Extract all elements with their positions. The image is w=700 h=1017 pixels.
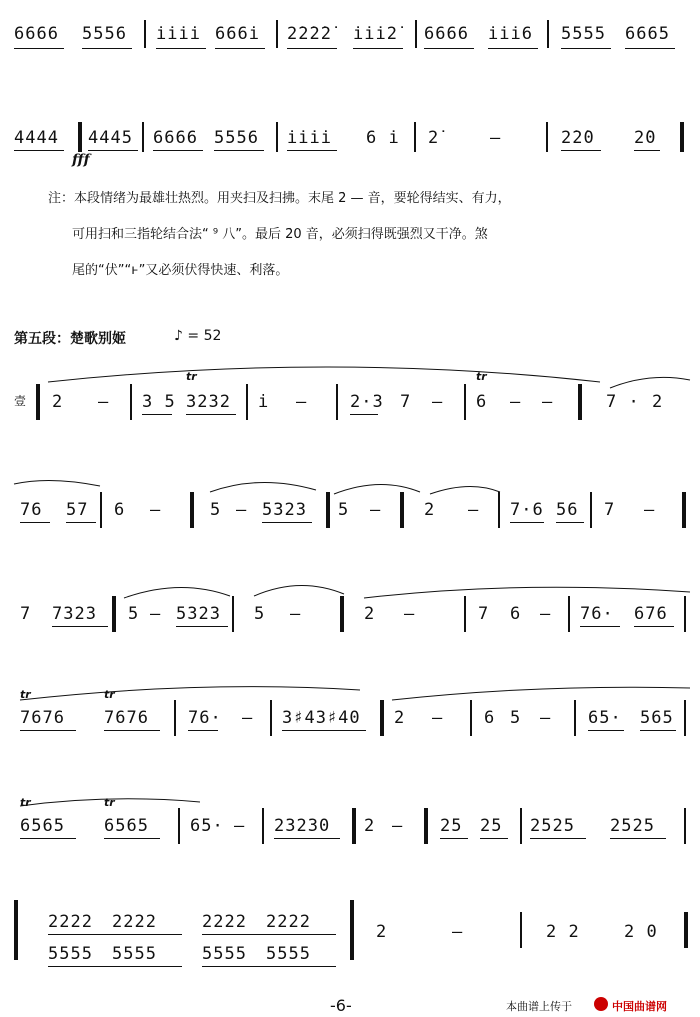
- staff-row4-note: 6: [484, 708, 496, 728]
- staff-row6-bottom-note: 5555: [48, 944, 93, 964]
- tie: [210, 482, 316, 492]
- tie: [610, 377, 690, 388]
- line1-group-1: 6666: [14, 24, 59, 44]
- staff-row3-note: 2: [364, 604, 376, 624]
- staff-row1-note: —: [432, 392, 444, 412]
- staff-row5-note: —: [234, 816, 246, 836]
- staff-row2-note: —: [468, 500, 480, 520]
- staff-row6-top-note: 2 0: [624, 922, 658, 942]
- phrase-slur: [20, 799, 200, 806]
- staff-row4-note: —: [540, 708, 552, 728]
- staff-row1-note: 7: [400, 392, 412, 412]
- staff-row3-note: 6: [510, 604, 522, 624]
- line1-group-9: 5555: [561, 24, 606, 44]
- phrase-slur: [392, 687, 690, 700]
- tie: [334, 484, 420, 494]
- staff-row1-note: i: [258, 392, 270, 412]
- staff-row1-note: —: [510, 392, 522, 412]
- staff-row2-note: —: [150, 500, 162, 520]
- staff-row6-bottom-note: 5555: [112, 944, 157, 964]
- staff-row5-note: 2: [364, 816, 376, 836]
- staff-row2-note: 7·6: [510, 500, 544, 520]
- line1-group-5: 2̇2̇2̇2̇: [287, 24, 332, 44]
- staff-row5-note: 6565: [20, 816, 65, 836]
- left-mark: 壹: [14, 394, 27, 408]
- staff-row6-bottom-note: 5555: [266, 944, 311, 964]
- staff-row4-note: 3♯43♯40: [282, 708, 361, 728]
- staff-row3-note: —: [290, 604, 302, 624]
- staff-row1-note: 2: [52, 392, 64, 412]
- staff-row5-note: 2525: [530, 816, 575, 836]
- staff-row6-top-note: 2222: [112, 912, 157, 932]
- staff-row3-note: —: [150, 604, 162, 624]
- staff-row2-note: 76: [20, 500, 43, 520]
- line1-group-3: i̇i̇i̇i̇: [156, 24, 201, 44]
- line1-group-10: 6665: [625, 24, 670, 44]
- staff-row2-note: 57: [66, 500, 89, 520]
- staff-row4-note: 7676: [20, 708, 65, 728]
- staff-row1-note: —: [296, 392, 308, 412]
- line1-group-6: i̇i̇i̇2̇: [353, 24, 398, 44]
- site-logo-icon: [594, 997, 608, 1011]
- staff-row2-note: —: [236, 500, 248, 520]
- trill-mark: tr: [186, 370, 197, 383]
- staff-row3-note: 676: [634, 604, 668, 624]
- tie: [364, 587, 690, 598]
- staff-row4-note: 5: [510, 708, 522, 728]
- staff-row5-note: 6565: [104, 816, 149, 836]
- phrase-slur: [48, 367, 600, 382]
- line2-group-10: 2̇0: [634, 128, 657, 148]
- staff-row3-note: 5: [128, 604, 140, 624]
- phrase-slur: [20, 687, 360, 700]
- line1-group-7: 6666: [424, 24, 469, 44]
- tie: [254, 585, 344, 596]
- staff-row2-note: —: [370, 500, 382, 520]
- staff-row1-note: 3 5: [142, 392, 176, 412]
- staff-row4-note: 7676: [104, 708, 149, 728]
- staff-row1-note: 3232: [186, 392, 231, 412]
- staff-row4-note: 2: [394, 708, 406, 728]
- staff-row3-note: 5: [254, 604, 266, 624]
- line2-group-8: —: [490, 128, 502, 148]
- dynamic-mark: fff: [72, 152, 90, 168]
- staff-row5-note: 25: [440, 816, 463, 836]
- tie: [430, 486, 500, 494]
- footnote-line-3: 尾的“伏”“ⱶ”又必须伏得快速、利落。: [72, 263, 289, 278]
- footnote-line-1: 注：本段情绪为最雄壮热烈。用夹扫及扫拂。末尾 2̇ — 音，要轮得结实、有力，: [48, 191, 511, 206]
- tie: [14, 480, 100, 486]
- staff-row1-note: 2: [652, 392, 664, 412]
- staff-row1-note: —: [542, 392, 554, 412]
- upload-note: 本曲谱上传于: [506, 1000, 572, 1013]
- line2-group-2: 4445: [88, 128, 133, 148]
- staff-row6-top-note: —: [452, 922, 464, 942]
- trill-mark: tr: [104, 688, 115, 701]
- staff-row2-note: 5: [210, 500, 222, 520]
- staff-row4-note: —: [432, 708, 444, 728]
- staff-row2-note: 5323: [262, 500, 307, 520]
- site-name: 中国曲谱网: [612, 1000, 667, 1013]
- line1-group-2: 5556: [82, 24, 127, 44]
- tempo-marking: ♪ = 52: [174, 328, 222, 344]
- staff-row5-note: 23230: [274, 816, 331, 836]
- staff-row5-note: 2525: [610, 816, 655, 836]
- staff-row1-note: 2·3: [350, 392, 384, 412]
- section-title: 第五段：楚歌别姬: [14, 331, 126, 347]
- staff-row2-note: 7: [604, 500, 616, 520]
- staff-row5-note: 65·: [190, 816, 224, 836]
- staff-row3-note: 76·: [580, 604, 614, 624]
- trill-mark: tr: [20, 796, 31, 809]
- staff-row4-note: 565: [640, 708, 674, 728]
- line2-group-1: 4444: [14, 128, 59, 148]
- page-number: -6-: [330, 996, 352, 1015]
- staff-row3-note: 5323: [176, 604, 221, 624]
- staff-row1-note: 7 ·: [606, 392, 640, 412]
- staff-row4-note: 76·: [188, 708, 222, 728]
- staff-row3-note: 7: [478, 604, 490, 624]
- staff-row1-note: —: [98, 392, 110, 412]
- staff-row2-note: 5: [338, 500, 350, 520]
- line2-group-5: i̇i̇i̇i̇: [287, 128, 332, 148]
- staff-row4-note: —: [242, 708, 254, 728]
- staff-row2-note: 6: [114, 500, 126, 520]
- staff-row6-top-note: 2222: [202, 912, 247, 932]
- staff-row6-top-note: 2222: [48, 912, 93, 932]
- staff-row1-note: 6: [476, 392, 488, 412]
- staff-row5-note: —: [392, 816, 404, 836]
- staff-row3-note: 7323: [52, 604, 97, 624]
- line2-group-4: 5556: [214, 128, 259, 148]
- line2-group-7: 2̇: [428, 128, 440, 148]
- footnote-line-2: 可用扫和三指轮结合法“ ⁹ 八”。最后 2̇0 音，必须扫得既强烈又干净。煞: [72, 227, 488, 242]
- trill-mark: tr: [476, 370, 487, 383]
- line1-group-8: i̇i̇i̇6: [488, 24, 533, 44]
- staff-row2-note: —: [644, 500, 656, 520]
- staff-row2-note: 56: [556, 500, 579, 520]
- staff-row5-note: 25: [480, 816, 503, 836]
- line1-group-4: 666i̇: [215, 24, 260, 44]
- line2-group-6: 6 i̇: [366, 128, 400, 148]
- staff-row6-bottom-note: 5555: [202, 944, 247, 964]
- trill-mark: tr: [104, 796, 115, 809]
- staff-row3-note: —: [404, 604, 416, 624]
- staff-row3-note: 7: [20, 604, 32, 624]
- staff-row6-top-note: 2222: [266, 912, 311, 932]
- staff-row3-note: —: [540, 604, 552, 624]
- staff-row6-top-note: 2: [376, 922, 388, 942]
- line2-group-9: 2̇2̇0: [561, 128, 595, 148]
- staff-row6-top-note: 2 2: [546, 922, 580, 942]
- staff-row2-note: 2: [424, 500, 436, 520]
- trill-mark: tr: [20, 688, 31, 701]
- staff-row4-note: 65·: [588, 708, 622, 728]
- tie: [124, 587, 230, 598]
- line2-group-3: 6666: [153, 128, 198, 148]
